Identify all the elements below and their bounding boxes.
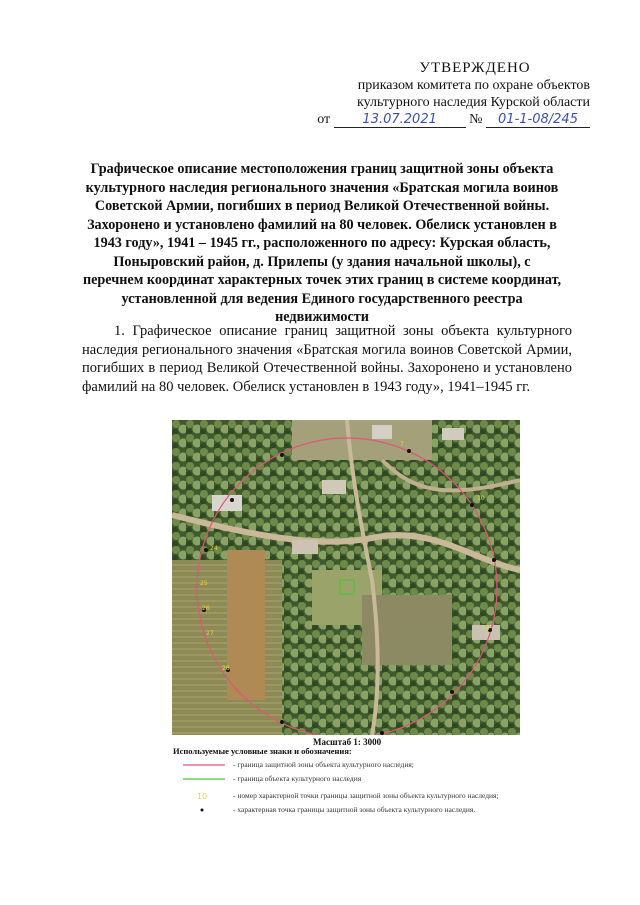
handwritten-number: 01-1-08/245 xyxy=(486,112,590,128)
svg-text:28: 28 xyxy=(222,665,230,672)
svg-text:26: 26 xyxy=(202,605,210,612)
map-scale: Масштаб 1: 3000 xyxy=(313,737,382,747)
legend-title: Используемые условные знаки и обозначения: xyxy=(173,746,352,756)
svg-text:25: 25 xyxy=(200,580,208,587)
svg-text:27: 27 xyxy=(206,630,214,637)
yellow-number-icon xyxy=(183,791,225,801)
number-prefix: № xyxy=(469,112,483,127)
date-prefix: от xyxy=(317,112,331,127)
legend-text: - номер характерной точки границы защитной зоны объекта культурного наследия; xyxy=(233,791,499,800)
black-dot-icon xyxy=(183,805,225,815)
legend-text: - характерная точка границы защитной зоны объекта культурного наследия. xyxy=(233,805,476,814)
green-line-icon xyxy=(183,774,225,784)
satellite-map xyxy=(172,420,520,735)
svg-text:10: 10 xyxy=(197,792,208,801)
approval-block xyxy=(300,60,590,128)
handwritten-date: 13.07.2021 xyxy=(334,112,466,128)
legend-text: - граница объекта культурного наследия xyxy=(233,774,362,783)
document-heading: Графическое описание местоположения границ защитной зоны объекта культурного наследия регионального значения «Братская могила воинов Советской Армии, погибших в период Великой Отечественной войны. Захоронено и установлено фамилий на 80 человек. Обелиск установлен в 1943 году», 1941 – 1945 гг., расположенного по адресу: Курская область, Поныровский район, д. Прилепы (у здания начальной школы), с перечнем координат характерных точек этих границ в системе координат, установленной для ведения Единого государственного реестра недвижимости xyxy=(82,161,562,325)
approval-line-2: культурного наследия Курской области xyxy=(356,95,590,110)
svg-text:7: 7 xyxy=(400,441,404,448)
map-image xyxy=(172,420,520,735)
legend-text: - граница защитной зоны объекта культурного наследия; xyxy=(233,760,414,769)
svg-text:14: 14 xyxy=(482,625,490,632)
section-1-paragraph: 1. Графическое описание границ защитной зоны объекта культурного наследия регионального значения «Братская могила воинов Советской Армии, погибших в период Великой Отечественной войны. Захоронено и установлено фамилий на 80 человек. Обелиск установлен в 1943 году», 1941–1945 гг. xyxy=(82,323,572,395)
svg-text:24: 24 xyxy=(210,545,218,552)
pink-line-icon xyxy=(183,760,225,770)
svg-text:10: 10 xyxy=(477,495,485,502)
approval-title: УТВЕРЖДЕНО xyxy=(419,60,531,76)
approval-date-number-line xyxy=(300,112,590,128)
approval-line-1: приказом комитета по охране объектов xyxy=(357,78,590,93)
